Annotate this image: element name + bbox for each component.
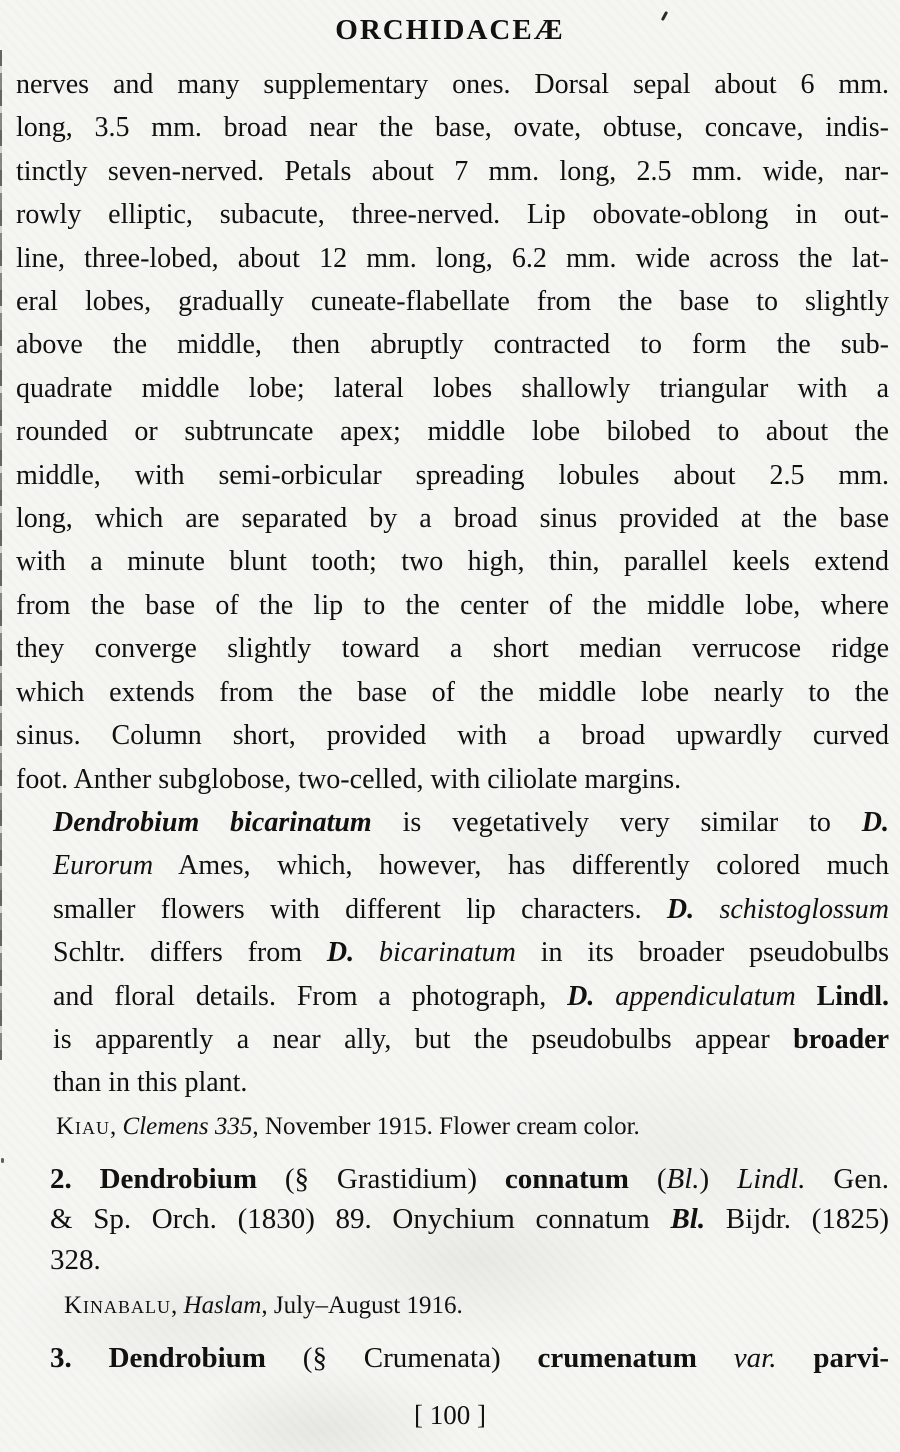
text-segment: Dendrobium bicarinatum (53, 806, 372, 838)
text-segment: schistoglossum (719, 893, 890, 925)
text-segment: D. (567, 980, 595, 1012)
text-segment: appendiculatum (615, 980, 796, 1012)
text-segment: Bl. (670, 1203, 706, 1236)
text-line (16, 801, 889, 844)
species-1-discussion-paragraph (16, 801, 889, 1105)
text-segment: is vegetatively very similar to (371, 806, 862, 838)
text-segment (697, 1342, 734, 1374)
text-line (16, 367, 889, 410)
scan-edge-artifact (0, 50, 2, 1060)
text-segment: in its broader pseudobulbs (515, 937, 890, 969)
text-segment (354, 937, 379, 968)
text-line (16, 1338, 889, 1379)
page-number: [ 100 ] (414, 1400, 486, 1430)
text-segment: middle, with semi-orbicular spreading lobules about 2.5 mm. (16, 459, 889, 491)
text-line (16, 150, 889, 193)
text-segment: and floral details. From a photograph, (53, 980, 568, 1012)
text-segment: above the middle, then abruptly contracted to form the sub- (16, 329, 889, 361)
text-line (16, 888, 889, 931)
text-segment: 3. (50, 1342, 109, 1375)
text-segment: Ames, which, however, has differently colored much (153, 850, 889, 882)
text-line (16, 844, 889, 887)
text-segment: ) (699, 1162, 738, 1195)
text-line (16, 671, 889, 714)
text-segment: with a minute blunt tooth; two high, thin, parallel keels extend (16, 546, 889, 578)
text-segment: Eurorum (53, 850, 154, 882)
text-segment: , July–August 1916. (261, 1292, 463, 1320)
species-1-collection-citation (16, 1109, 889, 1145)
text-segment: , (110, 1112, 123, 1140)
text-segment: nerves and many supplementary ones. Dorsal sepal about 6 mm. (16, 69, 889, 100)
species-3-heading (16, 1338, 889, 1379)
text-segment: line, three-lobed, about 12 mm. long, 6.2 mm. wide across the lat- (16, 242, 889, 274)
text-line (16, 540, 889, 583)
text-segment: long, 3.5 mm. broad near the base, ovate, obtuse, concave, indis- (16, 112, 889, 144)
text-segment: D. (666, 893, 695, 925)
text-segment: foot. Anther subglobose, two-celled, with ciliolate margins. (16, 763, 682, 795)
text-segment: crumenatum (537, 1342, 697, 1375)
text-segment: smaller flowers with different lip characters. (53, 893, 667, 925)
text-segment: from the base of the lip to the center of the middle lobe, where (16, 589, 889, 621)
text-segment: connatum (504, 1162, 629, 1195)
text-segment: sinus. Column short, provided with a broad upwardly curved (16, 720, 889, 752)
text-line (16, 1061, 889, 1104)
text-segment: Haslam (183, 1292, 262, 1320)
text-segment (796, 981, 817, 1012)
text-line (16, 975, 889, 1018)
text-segment: 328. (50, 1243, 101, 1276)
text-segment: long, which are separated by a broad sinus provided at the base (16, 503, 889, 535)
text-segment: Gen. (805, 1162, 889, 1195)
text-line (16, 323, 889, 366)
text-line (16, 193, 889, 236)
text-segment: Dendrobium (108, 1342, 266, 1375)
text-segment (776, 1342, 813, 1374)
text-line (16, 237, 889, 280)
text-segment: broader (793, 1023, 889, 1055)
text-segment: Kiau (56, 1112, 111, 1140)
text-segment: which extends from the base of the middle lobe nearly to the (16, 676, 889, 708)
text-column (16, 63, 889, 1379)
text-segment: than in this plant. (53, 1067, 248, 1099)
text-segment: (§ Grastidium) (257, 1162, 505, 1195)
text-segment: D. (861, 806, 889, 838)
text-line (16, 758, 889, 801)
text-segment: 2. (50, 1162, 100, 1195)
text-segment: (§ Crumenata) (265, 1342, 538, 1375)
text-segment: eral lobes, gradually cuneate-flabellate from the base to slightly (16, 286, 889, 318)
text-line (16, 63, 889, 106)
text-line (16, 1159, 889, 1200)
text-line (16, 1018, 889, 1061)
text-segment: Clemens 335 (122, 1112, 253, 1140)
text-line (16, 584, 889, 627)
text-segment: tinctly seven-nerved. Petals about 7 mm. long, 2.5 mm. wide, nar- (16, 155, 889, 187)
text-segment: Dendrobium (99, 1162, 257, 1195)
text-line (16, 106, 889, 149)
text-segment: rounded or subtruncate apex; middle lobe bilobed to about the (16, 416, 889, 448)
text-segment: parvi- (813, 1342, 890, 1375)
text-segment: D. (326, 937, 355, 969)
text-segment: Kinabalu (64, 1292, 172, 1320)
text-segment: they converge slightly toward a short median verrucose ridge (16, 633, 889, 665)
text-segment: ( (628, 1162, 667, 1195)
text-segment: & Sp. Orch. (1830) 89. Onychium connatum (50, 1203, 671, 1236)
running-head: ORCHIDACEÆ (335, 14, 565, 46)
text-segment: , November 1915. Flower cream color. (252, 1112, 640, 1140)
species-1-description-paragraph (16, 63, 889, 801)
text-line (16, 454, 889, 497)
species-2-heading (16, 1159, 889, 1281)
text-segment: , (171, 1292, 184, 1320)
text-segment: is apparently a near ally, but the pseudobulbs appear (53, 1023, 794, 1055)
text-segment: quadrate middle lobe; lateral lobes shallowly triangular with a (16, 372, 889, 404)
text-line (16, 1199, 889, 1240)
text-line (16, 714, 889, 757)
text-line (16, 410, 889, 453)
text-segment: Bl. (666, 1162, 700, 1195)
text-line (64, 1288, 889, 1324)
text-segment: Bijdr. (1825) (705, 1203, 889, 1236)
text-line (16, 931, 889, 974)
text-segment: Lindl. (737, 1162, 806, 1195)
text-line (16, 627, 889, 670)
scan-speck (1, 1158, 4, 1163)
text-segment: bicarinatum (378, 937, 516, 969)
text-segment: Schltr. differs from (53, 937, 327, 969)
text-line (16, 1240, 889, 1281)
text-line (56, 1109, 889, 1145)
text-segment (594, 981, 615, 1012)
text-segment: Lindl. (816, 980, 890, 1012)
text-segment (694, 894, 719, 925)
text-segment: var. (733, 1342, 777, 1375)
text-line (16, 497, 889, 540)
text-segment: rowly elliptic, subacute, three-nerved. Lip obovate-oblong in out- (16, 199, 889, 231)
text-line (16, 280, 889, 323)
species-2-collection-citation (16, 1288, 889, 1324)
